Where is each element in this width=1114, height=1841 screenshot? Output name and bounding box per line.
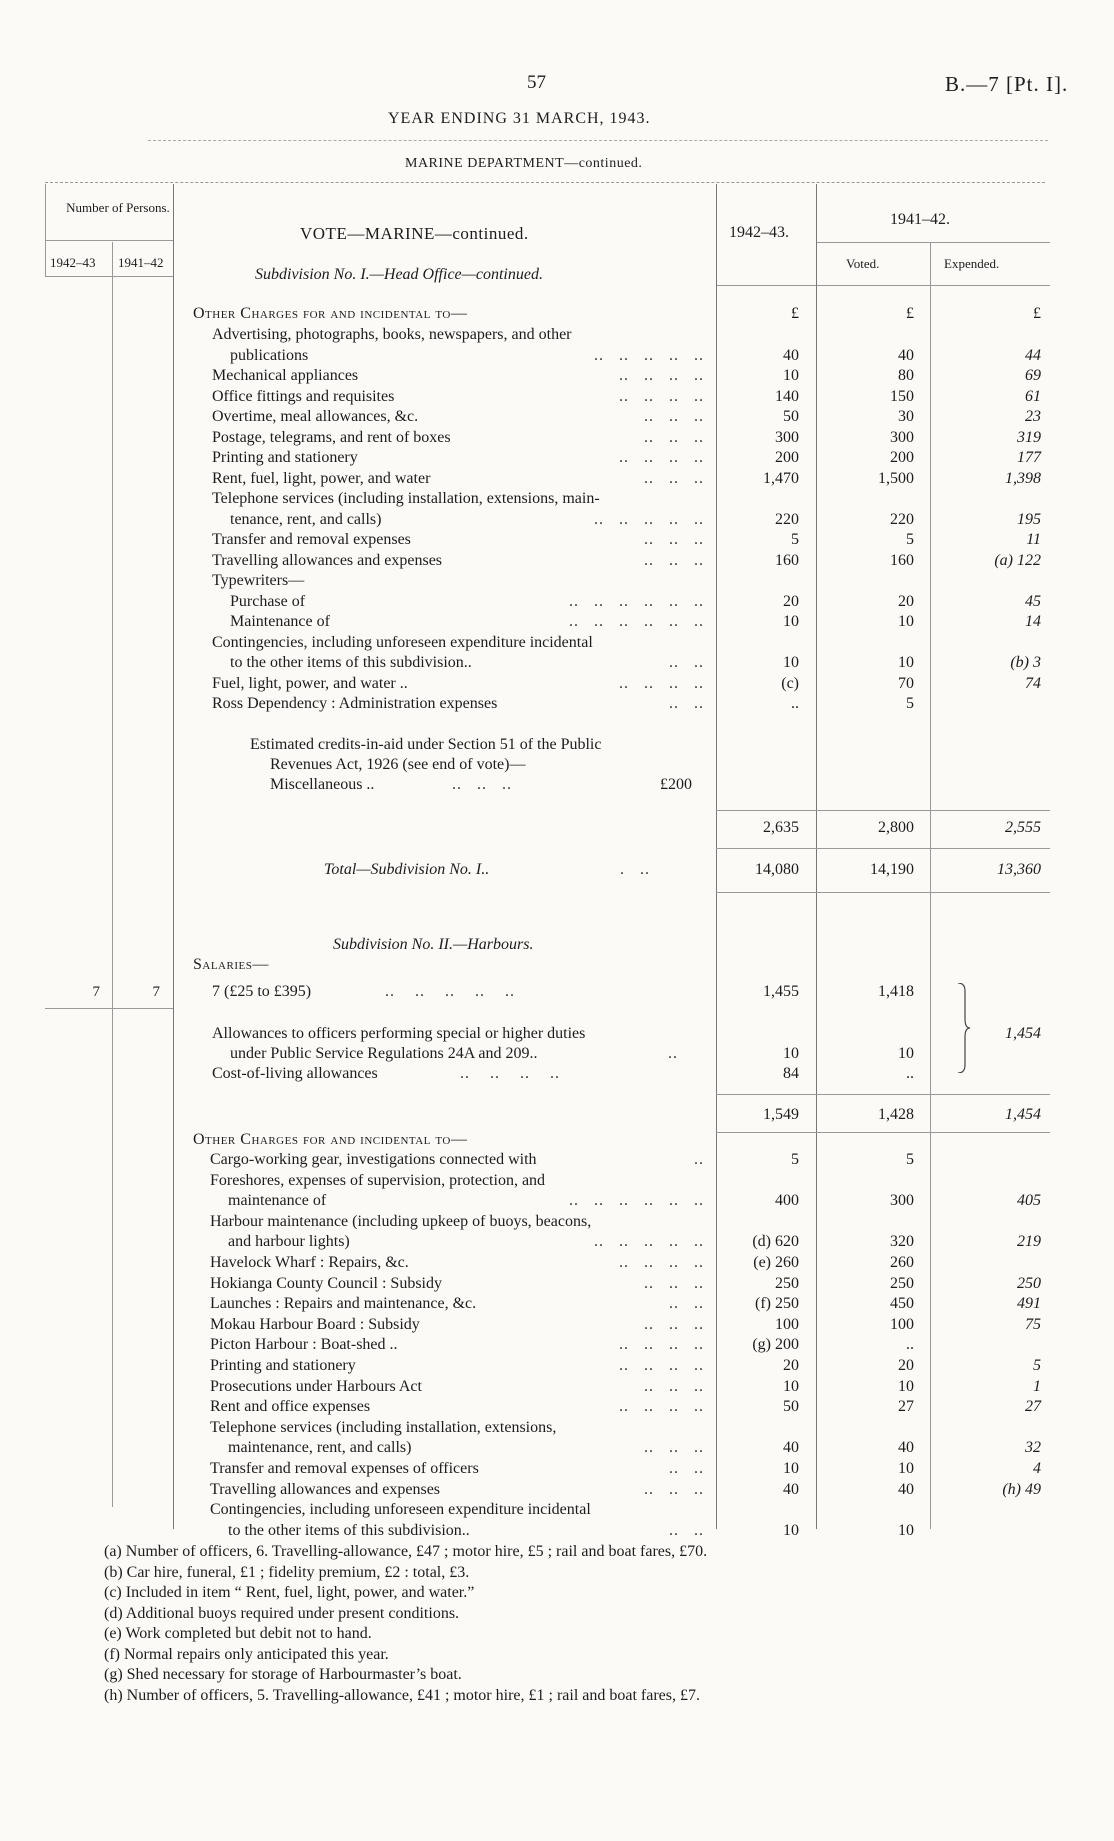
- line-item-dots: .. .. ..: [644, 1439, 704, 1457]
- line-item-dots: .. .. .. ..: [619, 1336, 704, 1354]
- line-item-label: Postage, telegrams, and rent of boxes: [212, 428, 451, 446]
- line-item-estimate: 5: [791, 1151, 799, 1168]
- allowances-line-2: under Public Service Regulations 24A and 209..: [230, 1045, 538, 1062]
- line-item-voted: 10: [898, 1521, 914, 1539]
- line-item-estimate: 50: [783, 408, 799, 425]
- line-item-dots: .. .. .. ..: [619, 367, 704, 384]
- persons-subheader-rule: [45, 276, 173, 277]
- footnote: (c) Included in item “ Rent, fuel, light, power, and water.”: [104, 1584, 475, 1601]
- line-item-label: and harbour lights): [228, 1233, 350, 1251]
- line-item-label: Cargo-working gear, investigations connected with: [210, 1151, 537, 1168]
- line-item-estimate: 100: [775, 1315, 799, 1333]
- line-item-expended: 11: [1026, 531, 1041, 548]
- line-item-dots: .. .. ..: [644, 1480, 704, 1498]
- salaries-total-estimate: 1,549: [763, 1106, 799, 1123]
- line-item-estimate: 40: [783, 1480, 799, 1498]
- line-item-label: Rent and office expenses: [210, 1398, 371, 1416]
- cost-of-living-row: [0, 1064, 1114, 1084]
- line-item-label: Mokau Harbour Board : Subsidy: [210, 1315, 420, 1333]
- salary-persons-rule: [45, 1008, 173, 1009]
- salaries-total-top-rule: [716, 1094, 1050, 1095]
- line-item-estimate: 1,470: [763, 469, 799, 487]
- line-item-dots: .. .. ..: [644, 1274, 704, 1292]
- line-item-voted: 20: [898, 1357, 914, 1374]
- line-item-voted: 10: [898, 1460, 914, 1477]
- line-item-voted: 10: [898, 654, 914, 671]
- sub1-oc-heading: Other Charges for and incidental to—: [193, 305, 468, 322]
- credits-line-2: Revenues Act, 1926 (see end of vote)—: [270, 756, 526, 773]
- line-item-label: Overtime, meal allowances, &c.: [212, 408, 419, 425]
- line-item-voted: 320: [890, 1233, 914, 1251]
- line-item-voted: ..: [906, 1336, 914, 1354]
- line-item-expended: (a) 122: [994, 551, 1041, 569]
- line-item-label: Hokianga County Council : Subsidy: [210, 1274, 442, 1292]
- line-item-dots: .. ..: [669, 1521, 704, 1539]
- line-item-estimate: (d) 620: [752, 1233, 799, 1251]
- line-item-voted: 100: [890, 1315, 914, 1333]
- line-item-dots: .. .. .. .. .. ..: [569, 592, 704, 610]
- persons-left-rule: [45, 184, 46, 276]
- column-header-rule: [716, 285, 1050, 286]
- line-item: [0, 633, 1114, 653]
- line-item-expended: 45: [1025, 592, 1041, 610]
- line-item-label: Purchase of: [230, 592, 306, 610]
- line-item-label: Telephone services (including installation, extensions, main-: [212, 490, 600, 507]
- line-item: [0, 1418, 1114, 1438]
- page-number: 57: [527, 72, 546, 93]
- line-item-estimate: 10: [783, 1521, 799, 1539]
- line-item-estimate: 20: [783, 592, 799, 610]
- department-heading: MARINE DEPARTMENT—continued.: [405, 156, 643, 171]
- line-item-dots: .. .. .. .. .. ..: [569, 613, 704, 630]
- line-item: [0, 1315, 1114, 1335]
- line-item-voted: 40: [898, 346, 914, 364]
- line-item-dots: .. .. ..: [644, 1377, 704, 1395]
- line-item-estimate: (f) 250: [755, 1295, 799, 1313]
- combined-expended: 1,454: [1005, 1025, 1041, 1042]
- line-item-expended: 69: [1025, 367, 1041, 384]
- line-item-voted: 40: [898, 1480, 914, 1498]
- sub1-total-dots: . ..: [620, 861, 650, 878]
- line-item-label: tenance, rent, and calls): [230, 510, 382, 528]
- line-item-voted: 150: [890, 387, 914, 405]
- cost-of-living-estimate: 84: [783, 1065, 799, 1082]
- line-item-estimate: 250: [775, 1274, 799, 1292]
- footnote: (d) Additional buoys required under present conditions.: [104, 1604, 460, 1622]
- vote-title: VOTE—MARINE—continued.: [300, 224, 529, 243]
- line-item: [0, 1521, 1114, 1541]
- line-item-voted: 220: [890, 510, 914, 528]
- line-item-label: Printing and stationery: [212, 449, 358, 466]
- line-item-label: Contingencies, including unforeseen expenditure incidental: [212, 633, 593, 651]
- line-item-label: Typewriters—: [212, 572, 305, 589]
- sub1-total-row: [0, 860, 1114, 880]
- line-item: [0, 1150, 1114, 1170]
- sub1-subtotal-row: [0, 818, 1114, 838]
- header-rule: [148, 140, 1048, 141]
- line-item-voted: 70: [898, 674, 914, 692]
- line-item-voted: 30: [898, 408, 914, 425]
- number-of-persons-header: Number of Persons.: [66, 200, 170, 215]
- line-item-label: Transfer and removal expenses of officers: [210, 1460, 479, 1477]
- credits-row-3: [0, 775, 1114, 795]
- sub1-oc-heading-row: [0, 304, 1114, 324]
- line-item-label: maintenance, rent, and calls): [228, 1439, 412, 1457]
- salary-persons-1941-42: 7: [152, 984, 160, 1000]
- line-item-label: Contingencies, including unforeseen expenditure incidental: [210, 1501, 591, 1519]
- credits-amount: £200: [660, 776, 692, 793]
- line-item-expended: (h) 49: [1002, 1480, 1041, 1498]
- salaries-total-row: [0, 1105, 1114, 1125]
- salary-label: 7 (£25 to £395): [212, 983, 312, 1000]
- line-item-estimate: 10: [783, 1460, 799, 1477]
- allowances-row-2: [0, 1044, 1114, 1064]
- salaries-brace: [956, 983, 970, 1073]
- sub1-total-rule: [716, 892, 1050, 893]
- line-item-label: Fuel, light, power, and water ..: [212, 674, 408, 692]
- line-item: [0, 1500, 1114, 1520]
- line-item: [0, 1171, 1114, 1191]
- sub2-salaries-heading: Salaries—: [193, 956, 269, 973]
- line-item-estimate: 40: [783, 1439, 799, 1457]
- line-item-estimate: (g) 200: [752, 1336, 799, 1354]
- footnote: (b) Car hire, funeral, £1 ; fidelity premium, £2 : total, £3.: [104, 1563, 470, 1581]
- line-item: [0, 346, 1114, 366]
- allowances-row-1: [0, 1024, 1114, 1044]
- expended-header: Expended.: [944, 256, 1000, 271]
- line-item: [0, 1212, 1114, 1232]
- line-item-label: maintenance of: [228, 1192, 327, 1210]
- line-item-expended: 5: [1033, 1357, 1041, 1374]
- line-item-voted: 300: [890, 1192, 914, 1210]
- line-item-label: Harbour maintenance (including upkeep of buoys, beacons,: [210, 1212, 592, 1230]
- line-item-voted: 200: [890, 449, 914, 466]
- line-item-dots: .. ..: [669, 695, 704, 712]
- sub1-subtotal-expended: 2,555: [1005, 819, 1041, 836]
- line-item-expended: 1,398: [1005, 469, 1041, 487]
- line-item-expended: 23: [1025, 408, 1041, 425]
- line-item: [0, 1397, 1114, 1417]
- line-item-estimate: 200: [775, 449, 799, 466]
- line-item-voted: 5: [906, 1151, 914, 1168]
- line-item-dots: .. .. .. .. ..: [594, 1233, 704, 1251]
- line-item-label: publications: [230, 346, 309, 364]
- line-item-dots: .. .. ..: [644, 408, 704, 425]
- cost-of-living-dots: .. .. .. ..: [460, 1065, 560, 1082]
- persons-header-rule: [45, 240, 173, 241]
- line-item-voted: 450: [890, 1295, 914, 1313]
- line-item-estimate: 10: [783, 613, 799, 630]
- line-item-label: Printing and stationery: [210, 1357, 356, 1374]
- line-item-dots: .. .. ..: [644, 531, 704, 548]
- line-item-dots: .. .. .. .. ..: [594, 510, 704, 528]
- line-item-label: Travelling allowances and expenses: [210, 1480, 441, 1498]
- line-item-expended: 74: [1025, 674, 1041, 692]
- credits-row-2: [0, 755, 1114, 775]
- line-item-voted: 250: [890, 1274, 914, 1292]
- persons-1941-42-header: 1941–42: [118, 255, 164, 270]
- allowances-estimate: 10: [783, 1045, 799, 1062]
- credits-dots: .. .. ..: [452, 776, 512, 793]
- line-item-voted: 10: [898, 1377, 914, 1395]
- line-item-dots: ..: [694, 1151, 704, 1168]
- line-item-label: Havelock Wharf : Repairs, &c.: [210, 1254, 409, 1271]
- line-item: [0, 1377, 1114, 1397]
- line-item: [0, 1480, 1114, 1500]
- line-item-voted: 260: [890, 1254, 914, 1271]
- sub1-total-expended: 13,360: [997, 861, 1041, 878]
- line-item-expended: 195: [1017, 510, 1041, 528]
- line-item-dots: .. .. .. .. ..: [584, 346, 704, 364]
- line-item-expended: 27: [1025, 1398, 1041, 1416]
- line-item-expended: 61: [1025, 387, 1041, 405]
- line-item-expended: 219: [1017, 1233, 1041, 1251]
- line-item-label: Picton Harbour : Boat-shed ..: [210, 1336, 398, 1354]
- salaries-total-voted: 1,428: [878, 1106, 914, 1123]
- line-item-dots: .. .. .. ..: [619, 1254, 704, 1271]
- year-1941-42-header: 1941–42.: [890, 211, 950, 228]
- line-item-voted: 300: [890, 428, 914, 446]
- line-item: [0, 1191, 1114, 1211]
- line-item-label: Office fittings and requisites: [212, 387, 395, 405]
- line-item: [0, 448, 1114, 468]
- line-item-expended: 250: [1017, 1274, 1041, 1292]
- document-reference: B.—7 [Pt. I].: [945, 72, 1069, 96]
- line-item-label: Foreshores, expenses of supervision, protection, and: [210, 1171, 546, 1189]
- line-item-expended: 177: [1017, 449, 1041, 466]
- line-item-dots: .. .. ..: [644, 428, 704, 446]
- sub2-oc-heading: Other Charges for and incidental to—: [193, 1131, 468, 1148]
- line-item-estimate: 300: [775, 428, 799, 446]
- line-item: [0, 612, 1114, 632]
- line-item-dots: .. .. .. ..: [619, 449, 704, 466]
- line-item: [0, 489, 1114, 509]
- table-top-rule: [45, 182, 1045, 183]
- estimate-1942-43-header: 1942–43.: [729, 224, 789, 241]
- line-item-estimate: 400: [775, 1192, 799, 1210]
- sub2-salaries-heading-row: [0, 955, 1114, 975]
- line-item-dots: .. ..: [669, 1460, 704, 1477]
- line-item-dots: .. .. .. ..: [619, 1357, 704, 1374]
- line-item-dots: .. ..: [669, 654, 704, 671]
- line-item-expended: 32: [1025, 1439, 1041, 1457]
- line-item: [0, 1294, 1114, 1314]
- year-heading: YEAR ENDING 31 MARCH, 1943.: [388, 110, 651, 127]
- line-item: [0, 571, 1114, 591]
- line-item-expended: 319: [1017, 428, 1041, 446]
- line-item-voted: 40: [898, 1439, 914, 1457]
- voted-header: Voted.: [846, 256, 880, 271]
- sub1-subtotal-bottom-rule: [716, 848, 1050, 849]
- line-item: [0, 1253, 1114, 1273]
- cost-of-living-voted: ..: [906, 1065, 914, 1082]
- line-item-estimate: 10: [783, 367, 799, 384]
- sub1-total-estimate: 14,080: [755, 861, 799, 878]
- line-item-estimate: 160: [775, 551, 799, 569]
- footnote: (g) Shed necessary for storage of Harbourmaster’s boat.: [104, 1666, 462, 1683]
- subdivision-2-title: Subdivision No. II.—Harbours.: [333, 936, 534, 953]
- footnote: (f) Normal repairs only anticipated this year.: [104, 1645, 389, 1663]
- line-item: [0, 1356, 1114, 1376]
- line-item-estimate: 50: [783, 1398, 799, 1416]
- subdivision-1-title: Subdivision No. I.—Head Office—continued.: [255, 266, 543, 283]
- cost-of-living-label: Cost-of-living allowances: [212, 1065, 378, 1082]
- line-item-label: Ross Dependency : Administration expenses: [212, 695, 498, 712]
- currency-expended: £: [1033, 305, 1041, 322]
- allowances-line-1: Allowances to officers performing special or higher duties: [212, 1025, 586, 1042]
- line-item-voted: 5: [906, 695, 914, 712]
- footnote: (h) Number of officers, 5. Travelling-allowance, £41 ; motor hire, £1 ; rail and boat fares, £7.: [104, 1686, 700, 1704]
- line-item-voted: 5: [906, 531, 914, 548]
- credits-line-1: Estimated credits-in-aid under Section 51 of the Public: [250, 736, 602, 753]
- line-item-label: Launches : Repairs and maintenance, &c.: [210, 1295, 477, 1313]
- line-item-estimate: 20: [783, 1357, 799, 1374]
- line-item: [0, 653, 1114, 673]
- line-item-label: to the other items of this subdivision..: [230, 654, 472, 671]
- line-item-estimate: 10: [783, 1377, 799, 1395]
- line-item-voted: 1,500: [878, 469, 914, 487]
- line-item-expended: 4: [1033, 1460, 1041, 1477]
- line-item: [0, 469, 1114, 489]
- persons-1942-43-header: 1942–43: [50, 255, 96, 270]
- line-item: [0, 1438, 1114, 1458]
- line-item-estimate: 220: [775, 510, 799, 528]
- line-item-label: Prosecutions under Harbours Act: [210, 1377, 422, 1395]
- line-item-expended: 1: [1033, 1377, 1041, 1395]
- line-item-estimate: 10: [783, 654, 799, 671]
- line-item-label: to the other items of this subdivision..: [228, 1521, 470, 1539]
- line-item-label: Advertising, photographs, books, newspapers, and other: [212, 326, 572, 343]
- line-item-estimate: (e) 260: [753, 1254, 799, 1271]
- line-item: [0, 387, 1114, 407]
- line-item-estimate: 140: [775, 387, 799, 405]
- line-item-label: Travelling allowances and expenses: [212, 551, 443, 569]
- credits-line-3: Miscellaneous ..: [270, 776, 375, 793]
- line-item-expended: 14: [1025, 613, 1041, 630]
- line-item-estimate: 5: [791, 531, 799, 548]
- line-item: [0, 510, 1114, 530]
- line-item-dots: .. .. .. ..: [619, 387, 704, 405]
- line-item-voted: 20: [898, 592, 914, 610]
- footnote: (a) Number of officers, 6. Travelling-allowance, £47 ; motor hire, £5 ; rail and boat fares, £70.: [104, 1543, 708, 1560]
- line-item: [0, 1459, 1114, 1479]
- sub1-total-label: Total—Subdivision No. I..: [324, 861, 490, 878]
- salary-persons-1942-43: 7: [92, 984, 100, 1000]
- credits-row-1: [0, 735, 1114, 755]
- line-item-expended: (b) 3: [1010, 654, 1041, 671]
- line-item: [0, 428, 1114, 448]
- salary-dots: .. .. .. .. ..: [385, 983, 515, 1000]
- line-item: [0, 551, 1114, 571]
- line-item-label: Maintenance of: [230, 613, 330, 630]
- line-item-voted: 10: [898, 613, 914, 630]
- line-item: [0, 1335, 1114, 1355]
- line-item-dots: .. .. .. ..: [619, 674, 704, 692]
- salary-estimate: 1,455: [763, 983, 799, 1000]
- sub2-title-row: [0, 935, 1114, 955]
- line-item-voted: 27: [898, 1398, 914, 1416]
- line-item-label: Mechanical appliances: [212, 367, 359, 384]
- line-item-dots: .. .. ..: [644, 469, 704, 487]
- footnote: (e) Work completed but debit not to hand.: [104, 1625, 372, 1642]
- line-item: [0, 1274, 1114, 1294]
- sub1-subtotal-voted: 2,800: [878, 819, 914, 836]
- currency-voted: £: [906, 305, 914, 322]
- sub1-subtotal-top-rule: [716, 810, 1050, 811]
- line-item: [0, 1232, 1114, 1252]
- sub1-total-voted: 14,190: [870, 861, 914, 878]
- line-item-dots: .. .. ..: [644, 551, 704, 569]
- year-header-rule: [816, 242, 1050, 243]
- line-item-label: Telephone services (including installation, extensions,: [210, 1418, 557, 1436]
- line-item: [0, 592, 1114, 612]
- line-item-expended: 75: [1025, 1315, 1041, 1333]
- line-item-estimate: ..: [791, 695, 799, 712]
- sub1-subtotal-estimate: 2,635: [763, 819, 799, 836]
- allowances-voted: 10: [898, 1045, 914, 1062]
- salaries-total-expended: 1,454: [1005, 1106, 1041, 1123]
- line-item: [0, 366, 1114, 386]
- line-item: [0, 325, 1114, 345]
- line-item-expended: 405: [1017, 1192, 1041, 1210]
- line-item: [0, 407, 1114, 427]
- line-item-dots: .. .. ..: [644, 1315, 704, 1333]
- line-item-label: Transfer and removal expenses: [212, 531, 411, 548]
- line-item-expended: 44: [1025, 346, 1041, 364]
- line-item-dots: .. .. .. ..: [619, 1398, 704, 1416]
- line-item-dots: .. ..: [669, 1295, 704, 1313]
- sub2-oc-heading-row: [0, 1130, 1114, 1150]
- line-item-expended: 491: [1017, 1295, 1041, 1313]
- allowances-dots: ..: [668, 1045, 678, 1062]
- sub2-salary-row: [0, 982, 1114, 1002]
- line-item: [0, 694, 1114, 714]
- line-item: [0, 674, 1114, 694]
- line-item-voted: 80: [898, 367, 914, 384]
- line-item-estimate: (c): [781, 674, 799, 692]
- line-item-voted: 160: [890, 551, 914, 569]
- line-item-estimate: 40: [783, 346, 799, 364]
- line-item-label: Rent, fuel, light, power, and water: [212, 469, 431, 487]
- salary-voted: 1,418: [878, 983, 914, 1000]
- line-item: [0, 530, 1114, 550]
- line-item-dots: .. .. .. .. .. ..: [569, 1192, 704, 1210]
- currency-estimate: £: [791, 305, 799, 322]
